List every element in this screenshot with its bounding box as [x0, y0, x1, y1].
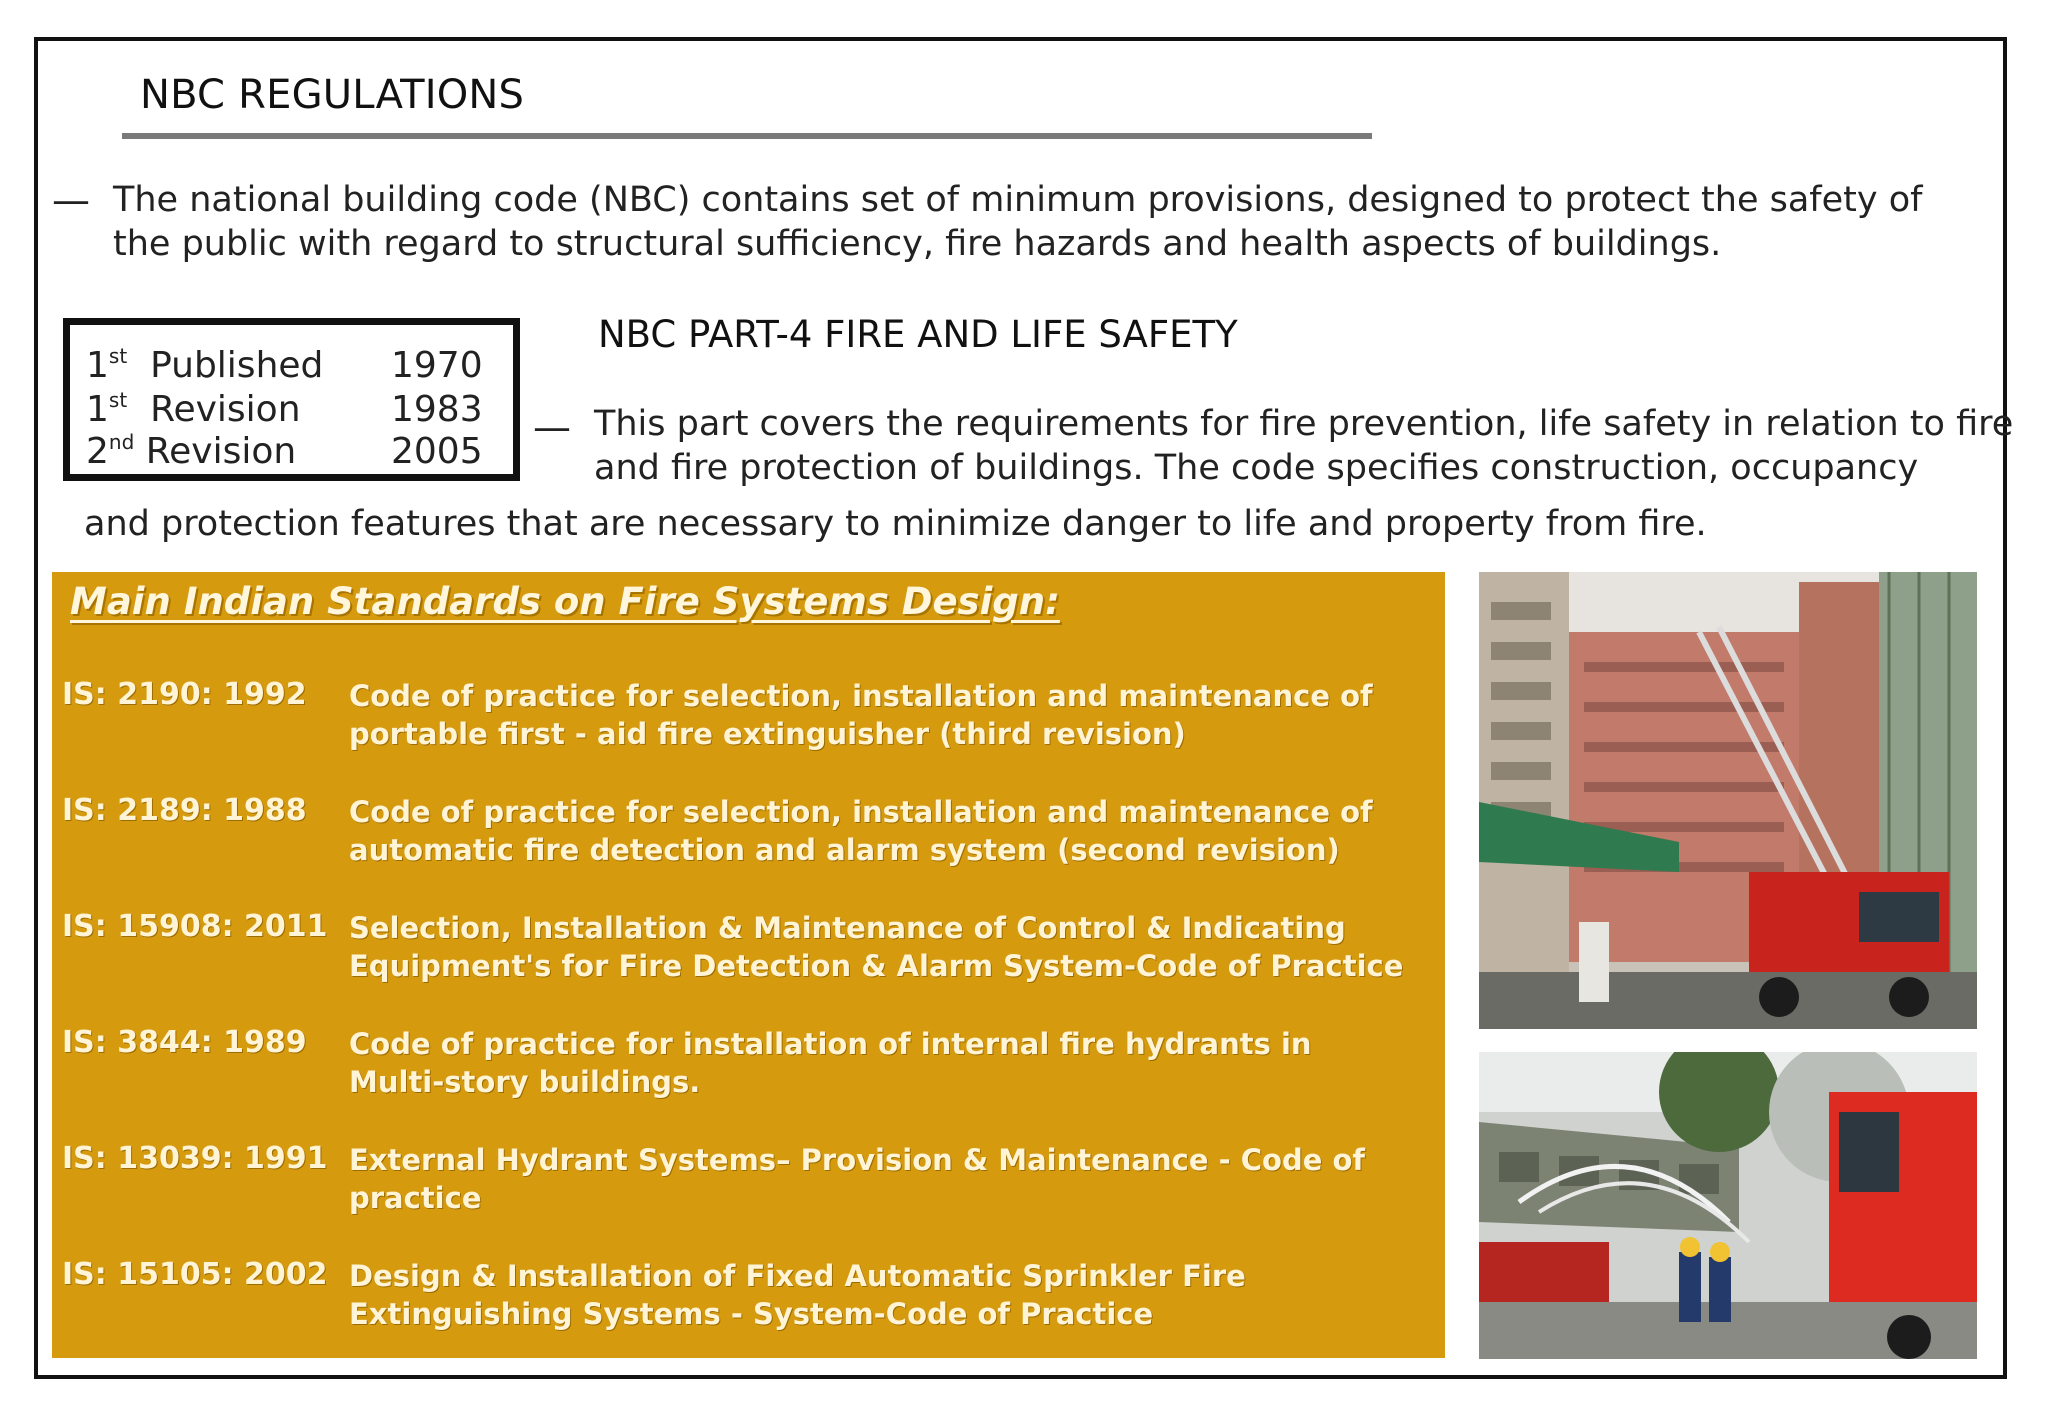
standard-description: Design & Installation of Fixed Automatic Sprinkler Fire Extinguishing Systems - System-Code of Practice [349, 1259, 1246, 1331]
intro-paragraph: The national building code (NBC) contains set of minimum provisions, designed to protect the safety of the public with regard to structural sufficiency, fire hazards and health aspects of buildings. [113, 180, 1923, 264]
history-label: Published [150, 345, 324, 386]
standard-description: Code of practice for installation of internal fire hydrants in Multi-story buildings. [349, 1027, 1312, 1099]
history-label: Revision [150, 389, 301, 430]
standard-code: IS: 2189: 1988 [62, 793, 307, 828]
standard-code: IS: 3844: 1989 [62, 1025, 307, 1060]
history-ordinal: 1 [86, 389, 109, 430]
history-year: 1983 [391, 389, 483, 430]
history-ordinal: 2 [86, 431, 109, 472]
title-underline [122, 133, 1372, 139]
standard-code: IS: 13039: 1991 [62, 1141, 328, 1176]
firefighters-hose-spray-photo [1479, 1052, 1977, 1359]
standard-description: Code of practice for selection, installation and maintenance of portable first - aid fire extinguisher (third revision) [349, 679, 1373, 751]
part4-paragraph: This part covers the requirements for fire prevention, life safety in relation to fire and fire protection of buildings. The code specifies construction, occupancy [594, 404, 2014, 488]
history-ordinal-suffix: st [108, 388, 128, 412]
history-year: 2005 [391, 431, 483, 472]
standard-code: IS: 2190: 1992 [62, 677, 307, 712]
fire-ladder-truck-building-photo [1479, 572, 1977, 1029]
history-row [86, 431, 506, 475]
standards-title: Main Indian Standards on Fire Systems Design: [70, 580, 1060, 623]
history-row [86, 345, 506, 389]
part4-heading: NBC PART-4 FIRE AND LIFE SAFETY [598, 313, 1238, 356]
standards-panel [52, 572, 1445, 1358]
part4-bullet-dash: — [533, 405, 571, 449]
publication-history-box [63, 318, 520, 481]
standard-description: Code of practice for selection, installation and maintenance of automatic fire detection and alarm system (second revision) [349, 795, 1373, 867]
history-ordinal: 1 [86, 345, 109, 386]
standard-code: IS: 15908: 2011 [62, 909, 328, 944]
standard-description: Selection, Installation & Maintenance of Control & Indicating Equipment's for Fire Detection & Alarm System-Code of Practice [349, 911, 1404, 983]
page-title: NBC REGULATIONS [140, 72, 525, 118]
history-label: Revision [145, 431, 297, 472]
history-ordinal-suffix: st [108, 344, 128, 368]
history-ordinal-suffix: nd [108, 430, 135, 454]
history-row [86, 389, 506, 433]
standard-description: External Hydrant Systems– Provision & Maintenance - Code of practice [349, 1143, 1366, 1215]
history-year: 1970 [391, 345, 483, 386]
part4-paragraph-continuation: and protection features that are necessary to minimize danger to life and property from fire. [84, 504, 1707, 544]
standard-code: IS: 15105: 2002 [62, 1257, 328, 1292]
intro-bullet-dash: — [52, 178, 90, 222]
